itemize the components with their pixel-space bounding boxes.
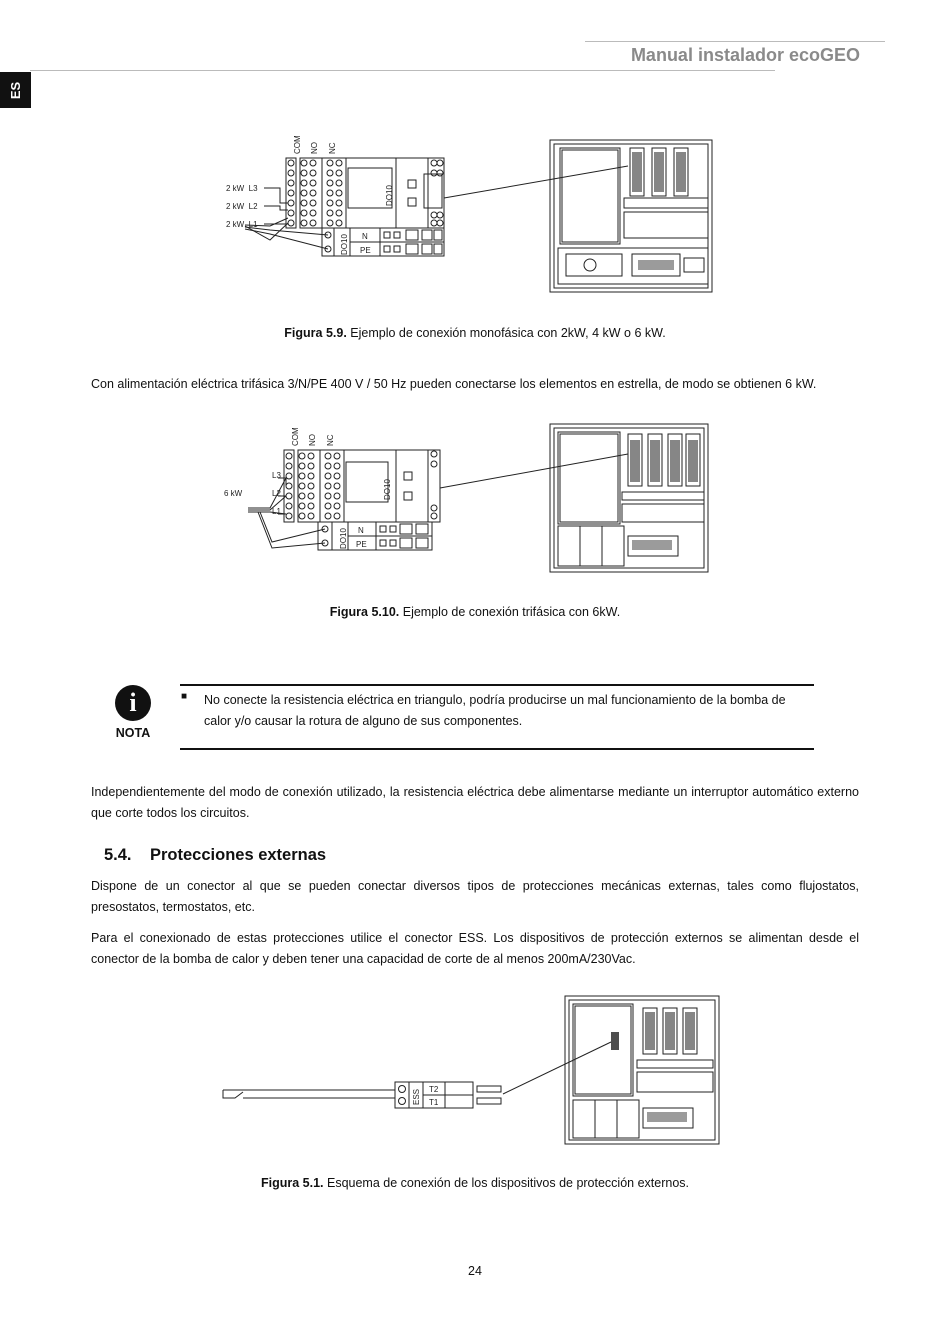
do10-label: DO10 [383,479,392,500]
t1-label: T1 [429,1098,439,1107]
language-tab [0,72,31,108]
load-label-l3: 2 kW L3 [226,184,258,193]
pe-label: PE [356,540,367,549]
n-label: N [362,232,368,241]
phase-label-l2: L2 [272,489,281,498]
header-title: Manual instalador ecoGEO [630,45,860,65]
caption-text: Ejemplo de conexión monofásica con 2kW, 4 kW o 6 kW. [346,326,666,340]
t2-label: T2 [429,1085,439,1094]
caption-label: Figura 5.1. [260,1176,324,1190]
paragraph-independiente: Independientemente del modo de conexión utilizado, la resistencia eléctrica debe alimentarse mediante un interruptor automático externo que corte todos los circuitos. [91,785,859,820]
note-text: No conecte la resistencia eléctrica en triangulo, podría producirse un mal funcionamiento de la bomba de calor y/o causar la rotura de alguno de sus componentes. [204,693,786,728]
header-rule-bottom [30,70,775,71]
terminal-label-nc: NC [326,434,335,446]
figure-monofasica [200,130,720,300]
power-label: 6 kW [224,489,243,498]
pe-label: PE [360,246,371,255]
terminal-label-no: NO [310,142,319,154]
info-icon: i [115,685,151,721]
terminal-label-nc: NC [328,142,337,154]
figure-trifasica [200,416,720,582]
paragraph-trifasica: Con alimentación eléctrica trifásica 3/N/PE 400 V / 50 Hz pueden conectarse los elementos en estrella, de modo se obtienen 6 kW. [91,377,817,391]
terminal-label-no: NO [308,434,317,446]
section-title: Protecciones externas [150,846,327,864]
square-bullet-icon: ■ [181,691,188,702]
caption-label: Figura 5.10. [329,605,400,619]
do10-bottom-label: DO10 [340,234,349,255]
figure-caption-5-1 [0,1176,950,1190]
n-label: N [358,526,364,535]
section-number: 5.4. [104,846,132,864]
load-label-l1: 2 kW L1 [226,220,258,229]
figure-caption-5-10 [0,605,950,619]
figure-protecciones-externas [215,990,725,1150]
figure-caption-5-9 [0,326,950,340]
load-label-l2: 2 kW L2 [226,202,258,211]
paragraph-conexionado: Para el conexionado de estas protecciones utilice el conector ESS. Los dispositivos de protección externos se alimentan desde el conector de la bomba de calor y deben tener una capacidad de corte de al menos 200mA/230Vac. [91,931,859,966]
terminal-label-com: COM [293,135,302,154]
section-heading [104,846,326,865]
header-rule-top [585,41,885,42]
phase-label-l3: L3 [272,471,281,480]
do10-label: DO10 [385,185,394,206]
terminal-label-com: COM [291,427,300,446]
do10-bottom-label: DO10 [339,528,348,549]
note-label: NOTA [115,726,151,740]
caption-text: Esquema de conexión de los dispositivos de protección externos. [323,1176,690,1190]
language-tab-label: ES [8,81,23,99]
phase-label-l1: L1 [272,507,281,516]
ess-label: ESS [412,1088,421,1105]
caption-label: Figura 5.9. [284,326,347,340]
caption-text: Ejemplo de conexión trifásica con 6kW. [399,605,621,619]
paragraph-dispone: Dispone de un conector al que se pueden conectar diversos tipos de protecciones mecánicas externas, tales como flujostatos, presostatos, termostatos, etc. [91,879,859,914]
page-number: 24 [468,1264,482,1278]
